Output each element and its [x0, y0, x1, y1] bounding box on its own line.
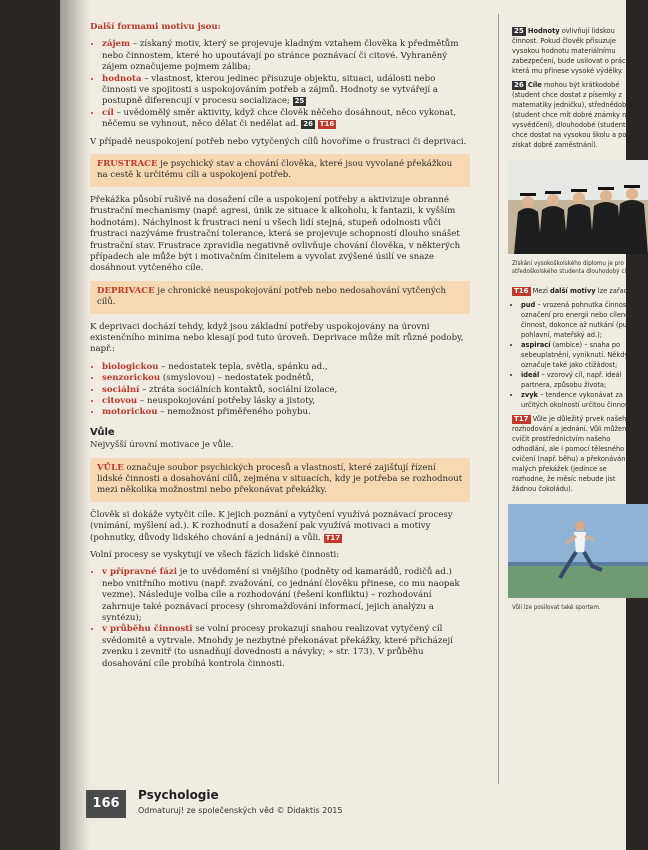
graduates-photo [508, 160, 648, 254]
forms-intro: Další formami motivu jsou: [90, 22, 221, 32]
deprivace-paragraph: K deprivaci dochází tehdy, když jsou základní potřeby uspokojovány na úrovni existenčního minima nebo klesají pod tuto úroveň. Deprivace může mít různé podoby, např.: [90, 321, 464, 355]
frustration-intro: V případě neuspokojení potřeb nebo vytyčených cílů hovoříme o frustraci či deprivaci. [90, 136, 467, 147]
definition-box-deprivace: DEPRIVACE je chronické neuspokojování potřeb nebo nedosahování vytčených cílů. [90, 281, 470, 314]
forms-list [90, 39, 470, 130]
motives-list [512, 300, 640, 410]
volni-list [90, 567, 470, 670]
runner-photo [508, 504, 648, 598]
margin-ref-badge: T17 [325, 533, 341, 542]
photo-caption: Získání vysokoškolského diplomu je pro středoškolského studenta dlouhodobý cíl. [512, 260, 630, 275]
column-divider [498, 14, 499, 784]
margin-ref-badge: 26 [303, 120, 313, 129]
list-item: • zvyk – tendence vykonávat za určitých okolností určitou činnost. [521, 390, 640, 410]
vule-intro: Nejvyšší úrovní motivace je vůle. [90, 440, 234, 451]
section-heading-vule: Vůle [90, 426, 115, 438]
list-item: • v průběhu činnosti se volní procesy prokazují snahou realizovat vytyčený cíl svědomitě a vytrvale. Mnohdy je nezbytné překonávat překážky, které přicházejí zvenku i zevnitř (to usnadňují dovednosti a návyky; » str. 173). V průběhu dosahování cíle probíhá kontrola činnosti. [102, 624, 470, 670]
definition-box-frustrace: FRUSTRACE je psychický stav a chování člověka, které jsou vyvolané překážkou na cestě k určitému cíli a uspokojení potřeb. [90, 154, 470, 187]
note-26: 26 Cíle mohou být krátkodobé (student chce dostat z písemky z matematiky jedničku), střednědobé (student chce mít dobré známky na vysvědčení), dlouhodobé (student se chce dostat na vysokou školu a poté získat dobré zaměstnání). [512, 80, 636, 149]
page-number: 166 [86, 790, 126, 818]
list-item: • ideál – vzorový cíl, např. ideál partnera, způsobu života; [521, 370, 640, 390]
footer-title: Psychologie [138, 788, 219, 802]
note-25: 25 Hodnoty ovlivňují lidskou činnost. Pokud člověk přisuzuje vysokou hodnotu materiálnímu zabezpečení, bude usilovat o práci, která mu přinese vysoké výdělky. [512, 26, 630, 75]
note-t17: T17 Vůle je důležitý prvek našeho rozhodování a jednání. Vůli můžeme cvičit prostřednictvím našeho odhodlání, ale i pomocí tělesného cvičení (např. běhu) a překonávání malých překážek (jedince se rozhodne, že měsíc nebude jíst žádnou čokoládu). [512, 414, 633, 493]
list-item: • senzorickou (smyslovou) – nedostatek podnětů, [102, 373, 470, 384]
volni-intro: Volní procesy se vyskytují ve všech fázích lidské činnosti: [90, 550, 340, 561]
note-t16: T16 Mezi další motivy lze zařadit: [514, 286, 635, 295]
vule-paragraph: Člověk si dokáže vytyčit cíle. K jejich poznání a vytyčení využívá poznávací procesy (vnímání, myšlení ad.). K rozhodnutí a dosažení pak využívá motivaci a motivy (pohnutky, důvody lidského chování a jednání) a vůli. T17 [90, 509, 453, 543]
list-item: • hodnota – vlastnost, kterou jedinec přisuzuje objektu, situaci, události nebo činnosti ve spojitosti s uspokojováním potřeb a zájmů. Hodnoty se vytvářejí a postupně diferencují v procesu socializace; 25 [102, 74, 470, 108]
photo-caption: Vůli lze posilovat také sportem. [512, 604, 601, 611]
page-footer [60, 784, 626, 824]
gutter-shadow [60, 0, 90, 850]
list-item: • v přípravné fázi je to uvědomění si vnějšího (podněty od kamarádů, rodičů ad.) nebo vnitřního motivu (např. zvažování, co jednání člověku přinese, co mu naopak vezme). Následuje volba cíle a rozhodování (řešení konfliktu) – rozhodování zahrnuje také poznávací procesy (shromažďování informací, jejich analýzu a syntézu); [102, 567, 470, 624]
deprivace-list [90, 362, 470, 419]
margin-ref-badge: T16 [319, 120, 335, 129]
list-item: • biologickou – nedostatek tepla, světla, spánku ad., [102, 362, 470, 373]
main-column [90, 22, 470, 676]
list-item: • pud – vrozená pohnutka činnosti, označení pro energii nebo cílenou činnost, dokonce až nutkání (pud pohlavní, mateřský ad.); [521, 300, 640, 340]
sidebar [512, 26, 640, 622]
list-item: • zájem – získaný motiv, který se projevuje kladným vztahem člověka k předmětům nebo činnostem, které ho upoutávají po stránce poznávací či citové. Vyhraněný zájem označujeme pojmem záliba; [102, 39, 470, 73]
margin-ref-badge: 25 [294, 97, 305, 106]
list-item: • cíl – uvědomělý směr aktivity, když chce člověk něčeho dosáhnout, něco vykonat, něčemu se vyhnout, něco dělat či nedělat ad. 26 T16 [102, 108, 470, 131]
list-item: • aspirací (ambice) – snaha po sebeuplatnění, vyniknutí. Někdy se označuje také jako ctižádost; [521, 340, 640, 370]
list-item: • sociální – ztráta sociálních kontaktů, sociální izolace, [102, 385, 470, 396]
footer-subtitle: Odmaturuj! ze společenských věd © Didaktis 2015 [138, 806, 343, 815]
frustrace-paragraph: Překážka působí rušivě na dosažení cíle a uspokojení potřeby a aktivizuje obranné frustrační mechanismy (např. agresi, únik ze situace k alkoholu, k fantazii, k vyšším hodnotám). Náchylnost k frustraci není u všech lidí stejná, stupeň odolnosti vůči frustraci nazýváme frustrační tolerance, která se projevuje schopností dlouho snášet frustrační stav. Frustrace zpravidla negativně ovlivňuje chování člověka, v některých případech ale může být i motivačním činitelem a vyvolat zvýšené úsilí ve snaze dosáhnout vytčeného cíle. [90, 194, 461, 274]
book-page [60, 0, 639, 850]
list-item: • citovou – neuspokojování potřeby lásky a jistoty, [102, 396, 470, 407]
list-item: • motorickou – nemožnost přiměřeného pohybu. [102, 407, 470, 418]
definition-box-vule: VŮLE označuje soubor psychických procesů a vlastností, které zajišťují řízení lidské činnosti a dosahování cílů, zejména v situacích, kdy je potřeba se rozhodnout mezi několika možnostmi nebo překonávat překážky. [90, 458, 470, 502]
